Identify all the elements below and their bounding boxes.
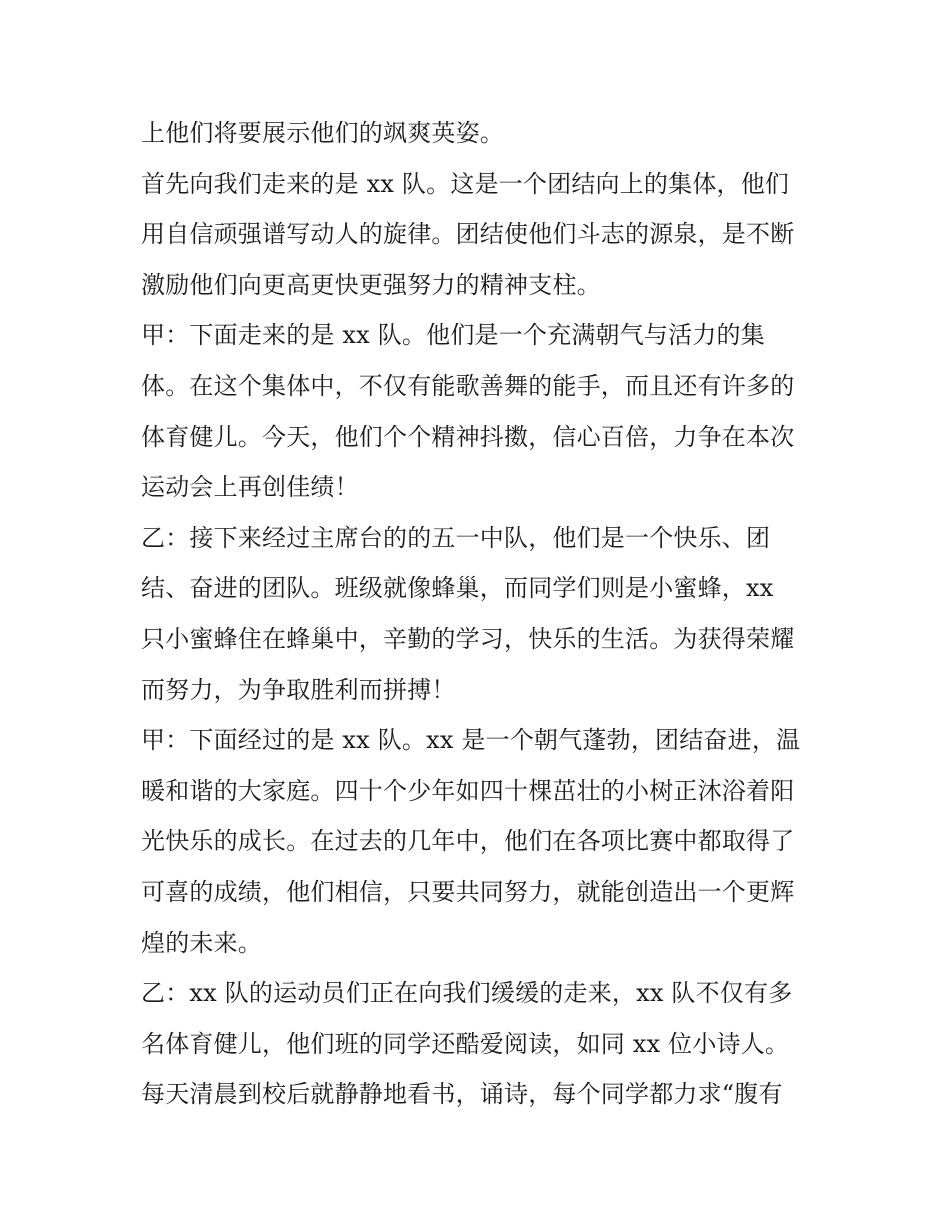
text-line: 暖和谐的大家庭。四十个少年如四十棵茁壮的小树正沐浴着阳 [141,776,795,805]
text-line: 运动会上再创佳绩！ [141,473,359,502]
text-line: 首先向我们走来的是 xx 队。这是一个团结向上的集体，他们 [141,169,790,198]
text-line: 光快乐的成长。在过去的几年中，他们在各项比赛中都取得了 [141,827,795,856]
text-line: 名体育健儿，他们班的同学还酷爱阅读，如同 xx 位小诗人。 [141,1029,790,1058]
text-line: 只小蜜蜂住在蜂巢中，辛勤的学习，快乐的生活。为获得荣耀 [141,624,795,653]
text-line: 体育健儿。今天，他们个个精神抖擞，信心百倍，力争在本次 [141,422,795,451]
text-line: 用自信顽强谱写动人的旋律。团结使他们斗志的源泉，是不断 [141,220,795,249]
text-line: 甲：下面走来的是 xx 队。他们是一个充满朝气与活力的集 [141,321,765,350]
text-line: 煌的未来。 [141,928,262,957]
text-line: 上他们将要展示他们的飒爽英姿。 [141,119,504,147]
text-line: 而努力，为争取胜利而拼搏！ [141,675,456,704]
text-line: 乙：xx 队的运动员们正在向我们缓缓的走来，xx 队不仅有多 [141,979,793,1008]
text-line: 激励他们向更高更快更强努力的精神支柱。 [141,270,601,299]
text-line: 可喜的成绩，他们相信，只要共同努力，就能创造出一个更辉 [141,877,795,906]
document-body [141,108,821,1120]
text-line: 甲：下面经过的是 xx 队。xx 是一个朝气蓬勃，团结奋进，温 [141,726,801,755]
text-line: 体。在这个集体中，不仅有能歌善舞的能手，而且还有许多的 [141,371,795,400]
text-line: 乙：接下来经过主席台的的五一中队，他们是一个快乐、团 [141,523,771,552]
text-line: 结、奋进的团队。班级就像蜂巢，而同学们则是小蜜蜂，xx [141,574,774,603]
text-line: 每天清晨到校后就静静地看书，诵诗，每个同学都力求“腹有 [141,1080,783,1109]
